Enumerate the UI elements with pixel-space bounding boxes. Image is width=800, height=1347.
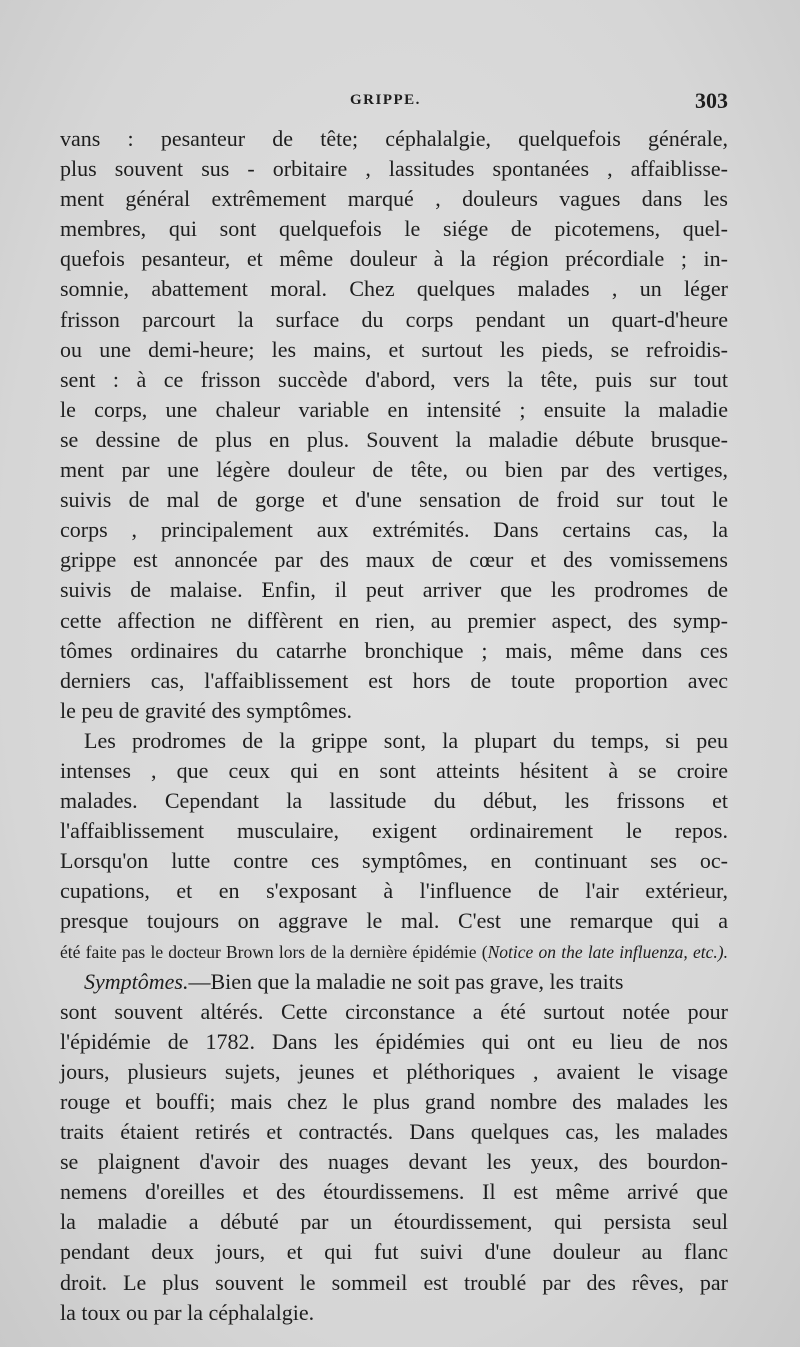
text-line: la maladie a débuté par un étourdissement, qui persista seul [60, 1209, 728, 1235]
text-line: corps , principalement aux extrémités. Dans certains cas, la [60, 517, 728, 543]
text-line [60, 937, 728, 967]
text-line: l'affaiblissement musculaire, exigent ordinairement le repos. [60, 818, 728, 844]
text-line: plus souvent sus - orbitaire , lassitudes spontanées , affaiblisse- [60, 156, 728, 182]
text-line: somnie, abattement moral. Chez quelques malades , un léger [60, 276, 728, 302]
text-line: ment général extrêmement marqué , douleurs vagues dans les [60, 186, 728, 212]
text-line: cupations, et en s'exposant à l'influence de l'air extérieur, [60, 878, 728, 904]
text-line: intenses , que ceux qui en sont atteints hésitent à se croire [60, 757, 728, 783]
body-text [60, 124, 728, 1328]
section-heading: Symptômes. [84, 968, 189, 994]
text-line: vans : pesanteur de tête; céphalalgie, quelquefois générale, [60, 126, 728, 151]
page-header [60, 88, 728, 118]
text-line: le corps, une chaleur variable en intensité ; ensuite la maladie [60, 396, 728, 422]
text-line: suivis de malaise. Enfin, il peut arriver que les prodromes de [60, 577, 728, 603]
text-line: membres, qui sont quelquefois le siége de picotemens, quel- [60, 216, 728, 242]
text-line: se plaignent d'avoir des nuages devant les yeux, des bourdon- [60, 1149, 728, 1175]
text-line: derniers cas, l'affaiblissement est hors de toute proportion avec [60, 667, 728, 693]
text-line: jours, plusieurs sujets, jeunes et pléthoriques , avaient le visage [60, 1058, 728, 1084]
text-line: sont souvent altérés. Cette circonstance a été surtout notée pour [60, 998, 728, 1024]
line-text: —Bien que la maladie ne soit pas grave, les traits [188, 968, 624, 994]
text-line: se dessine de plus en plus. Souvent la maladie débute brusque- [60, 426, 728, 452]
text-line: malades. Cependant la lassitude du début, les frissons et [60, 788, 728, 814]
text-line: suivis de mal de gorge et d'une sensation de froid sur tout le [60, 487, 728, 513]
text-line: grippe est annoncée par des maux de cœur et des vomissemens [60, 547, 728, 573]
text-line: le peu de gravité des symptômes. [60, 697, 353, 723]
italic-text: Notice on the late influenza, etc.). [487, 941, 728, 962]
text-line: traits étaient retirés et contractés. Dans quelques cas, les malades [60, 1119, 728, 1145]
text-line [60, 967, 728, 997]
page-number: 303 [695, 88, 728, 113]
text-line: Lorsqu'on lutte contre ces symptômes, en continuant ses oc- [60, 848, 728, 874]
text-line: droit. Le plus souvent le sommeil est troublé par des rêves, par [60, 1269, 728, 1295]
line-text: été faite pas le docteur Brown lors de la dernière épidémie ( [60, 941, 488, 962]
text-line: frisson parcourt la surface du corps pendant un quart-d'heure [60, 306, 728, 332]
text-line: tômes ordinaires du catarrhe bronchique ; mais, même dans ces [60, 637, 728, 663]
text-line: nemens d'oreilles et des étourdissemens. Il est même arrivé que [60, 1179, 728, 1205]
text-line: sent : à ce frisson succède d'abord, vers la tête, puis sur tout [60, 366, 728, 392]
text-line: quefois pesanteur, et même douleur à la région précordiale ; in- [60, 246, 728, 272]
running-head: GRIPPE. [350, 92, 421, 108]
text-line: ou une demi-heure; les mains, et surtout les pieds, se refroidis- [60, 336, 728, 362]
text-line: presque toujours on aggrave le mal. C'est une remarque qui a [60, 908, 728, 934]
text-line: rouge et bouffi; mais chez le plus grand nombre des malades les [60, 1089, 728, 1114]
text-line: cette affection ne diffèrent en rien, au premier aspect, des symp- [60, 607, 728, 633]
text-line: la toux ou par la céphalalgie. [60, 1299, 315, 1325]
text-line: pendant deux jours, et qui fut suivi d'une douleur au flanc [60, 1239, 728, 1265]
text-line: l'épidémie de 1782. Dans les épidémies qui ont eu lieu de nos [60, 1028, 728, 1054]
text-line: Les prodromes de la grippe sont, la plupart du temps, si peu [84, 727, 728, 753]
text-line: ment par une légère douleur de tête, ou bien par des vertiges, [60, 457, 728, 483]
